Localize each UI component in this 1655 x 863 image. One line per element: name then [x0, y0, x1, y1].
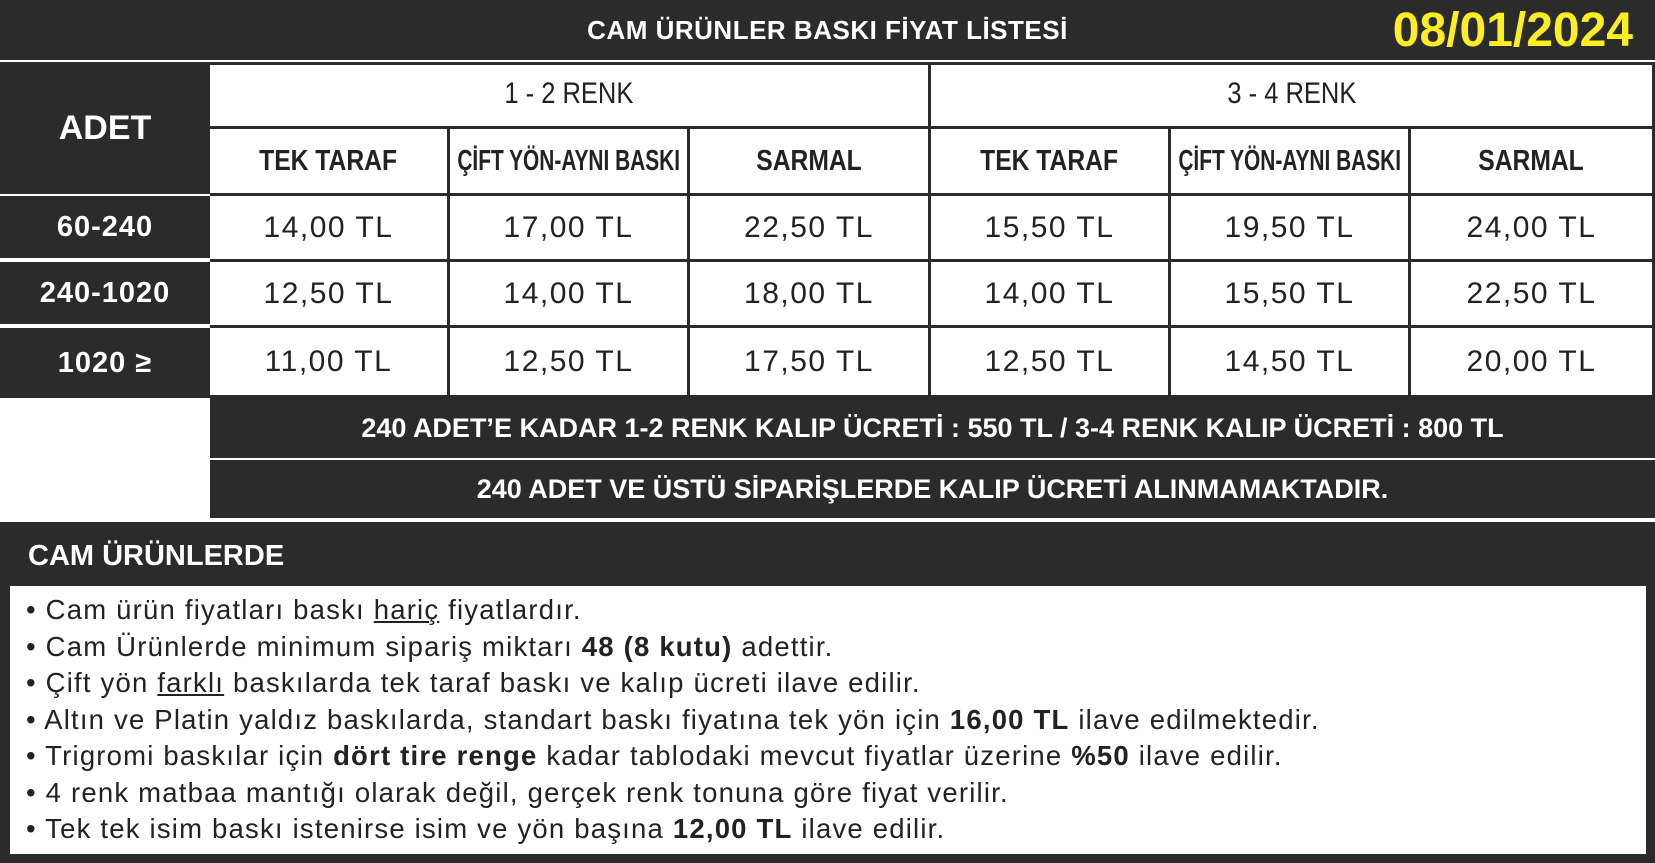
- price-cell: 12,50 TL: [450, 328, 690, 398]
- row-label: 60-240: [0, 196, 210, 258]
- note-item: [26, 629, 1646, 666]
- col-header-label: ÇİFT YÖN-AYNI BASKI: [1178, 144, 1401, 177]
- note-item: [26, 738, 1646, 775]
- price-cell: 22,50 TL: [690, 196, 931, 262]
- note-underline: hariç: [373, 594, 440, 625]
- price-cell: 20,00 TL: [1411, 328, 1655, 398]
- note-item: [26, 592, 1646, 629]
- page-title: CAM ÜRÜNLER BASKI FİYAT LİSTESİ: [587, 14, 1068, 45]
- adet-header: ADET: [0, 62, 210, 194]
- price-cell: 24,00 TL: [1411, 196, 1655, 262]
- note-text: • Cam Ürünlerde minimum sipariş miktarı: [26, 630, 582, 662]
- note-text: kadar tablodaki mevcut fiyatlar üzerine: [537, 740, 1072, 771]
- mold-fee-exemption-note: 240 ADET VE ÜSTÜ SİPARİŞLERDE KALIP ÜCRETİ ALINMAMAKTADIR.: [210, 460, 1655, 518]
- note-text: ilave edilir.: [792, 813, 946, 844]
- col-header-label: ÇİFT YÖN-AYNI BASKI: [457, 144, 680, 177]
- price-cell: 22,50 TL: [1411, 262, 1655, 328]
- row-label: 240-1020: [0, 262, 210, 324]
- col-header: [1411, 129, 1655, 196]
- col-header: [450, 129, 690, 196]
- group-label: 3 - 4 RENK: [1227, 77, 1356, 110]
- note-text: • Cam ürün fiyatları baskı: [26, 594, 374, 625]
- price-cell: 11,00 TL: [210, 328, 450, 398]
- note-item: [26, 811, 1646, 848]
- col-header-label: TEK TARAF: [980, 144, 1119, 177]
- price-cell: 15,50 TL: [931, 196, 1171, 262]
- mold-fee-note: 240 ADET’E KADAR 1-2 RENK KALIP ÜCRETİ : 550 TL / 3-4 RENK KALIP ÜCRETİ : 800 TL: [210, 398, 1655, 458]
- notes-list: [10, 586, 1646, 854]
- col-header-label: SARMAL: [1478, 144, 1585, 177]
- col-header: [690, 129, 931, 196]
- col-header-label: TEK TARAF: [259, 144, 398, 177]
- col-header: [210, 129, 450, 196]
- price-cell: 14,00 TL: [450, 262, 690, 328]
- group-header-1-2-renk: [210, 62, 931, 129]
- group-header-3-4-renk: [931, 62, 1655, 129]
- note-item: [26, 665, 1646, 702]
- price-list-date: 08/01/2024: [1392, 3, 1633, 57]
- note-item: [26, 775, 1646, 812]
- col-header-label: SARMAL: [756, 144, 862, 177]
- note-text: fiyatlardır.: [439, 594, 582, 625]
- note-emphasis: 48 (8 kutu): [581, 630, 733, 662]
- price-cell: 14,00 TL: [931, 262, 1171, 328]
- group-label: 1 - 2 RENK: [504, 77, 634, 110]
- notes-title: CAM ÜRÜNLERDE: [28, 540, 285, 572]
- note-emphasis: %50: [1071, 740, 1130, 771]
- note-emphasis: 12,00 TL: [672, 813, 793, 844]
- price-cell: 18,00 TL: [690, 262, 931, 328]
- price-cell: 14,00 TL: [210, 196, 450, 262]
- note-emphasis: dört tire renge: [333, 740, 538, 771]
- price-cell: 17,00 TL: [450, 196, 690, 262]
- col-header: [931, 129, 1171, 196]
- price-cell: 12,50 TL: [210, 262, 450, 328]
- note-underline: farklı: [157, 667, 225, 698]
- col-header: [1171, 129, 1411, 196]
- note-text: adettir.: [732, 630, 834, 662]
- note-emphasis: 16,00 TL: [949, 703, 1070, 735]
- note-text: ilave edilmektedir.: [1069, 703, 1320, 735]
- note-text: • Trigromi baskılar için: [26, 740, 334, 771]
- note-text: • Çift yön: [26, 667, 158, 698]
- price-cell: 17,50 TL: [690, 328, 931, 398]
- note-text: • 4 renk matbaa mantığı olarak değil, gerçek renk tonuna göre fiyat verilir.: [26, 776, 1009, 808]
- price-cell: 15,50 TL: [1171, 262, 1411, 328]
- note-text: ilave edilir.: [1129, 740, 1283, 771]
- row-label: 1020 ≥: [0, 328, 210, 398]
- note-text: baskılarda tek taraf baskı ve kalıp ücreti ilave edilir.: [224, 667, 921, 698]
- note-item: [26, 702, 1646, 739]
- note-text: • Tek tek isim baskı istenirse isim ve yön başına: [26, 813, 673, 844]
- price-cell: 14,50 TL: [1171, 328, 1411, 398]
- price-cell: 19,50 TL: [1171, 196, 1411, 262]
- price-cell: 12,50 TL: [931, 328, 1171, 398]
- note-text: • Altın ve Platin yaldız baskılarda, standart baskı fiyatına tek yön için: [26, 703, 950, 735]
